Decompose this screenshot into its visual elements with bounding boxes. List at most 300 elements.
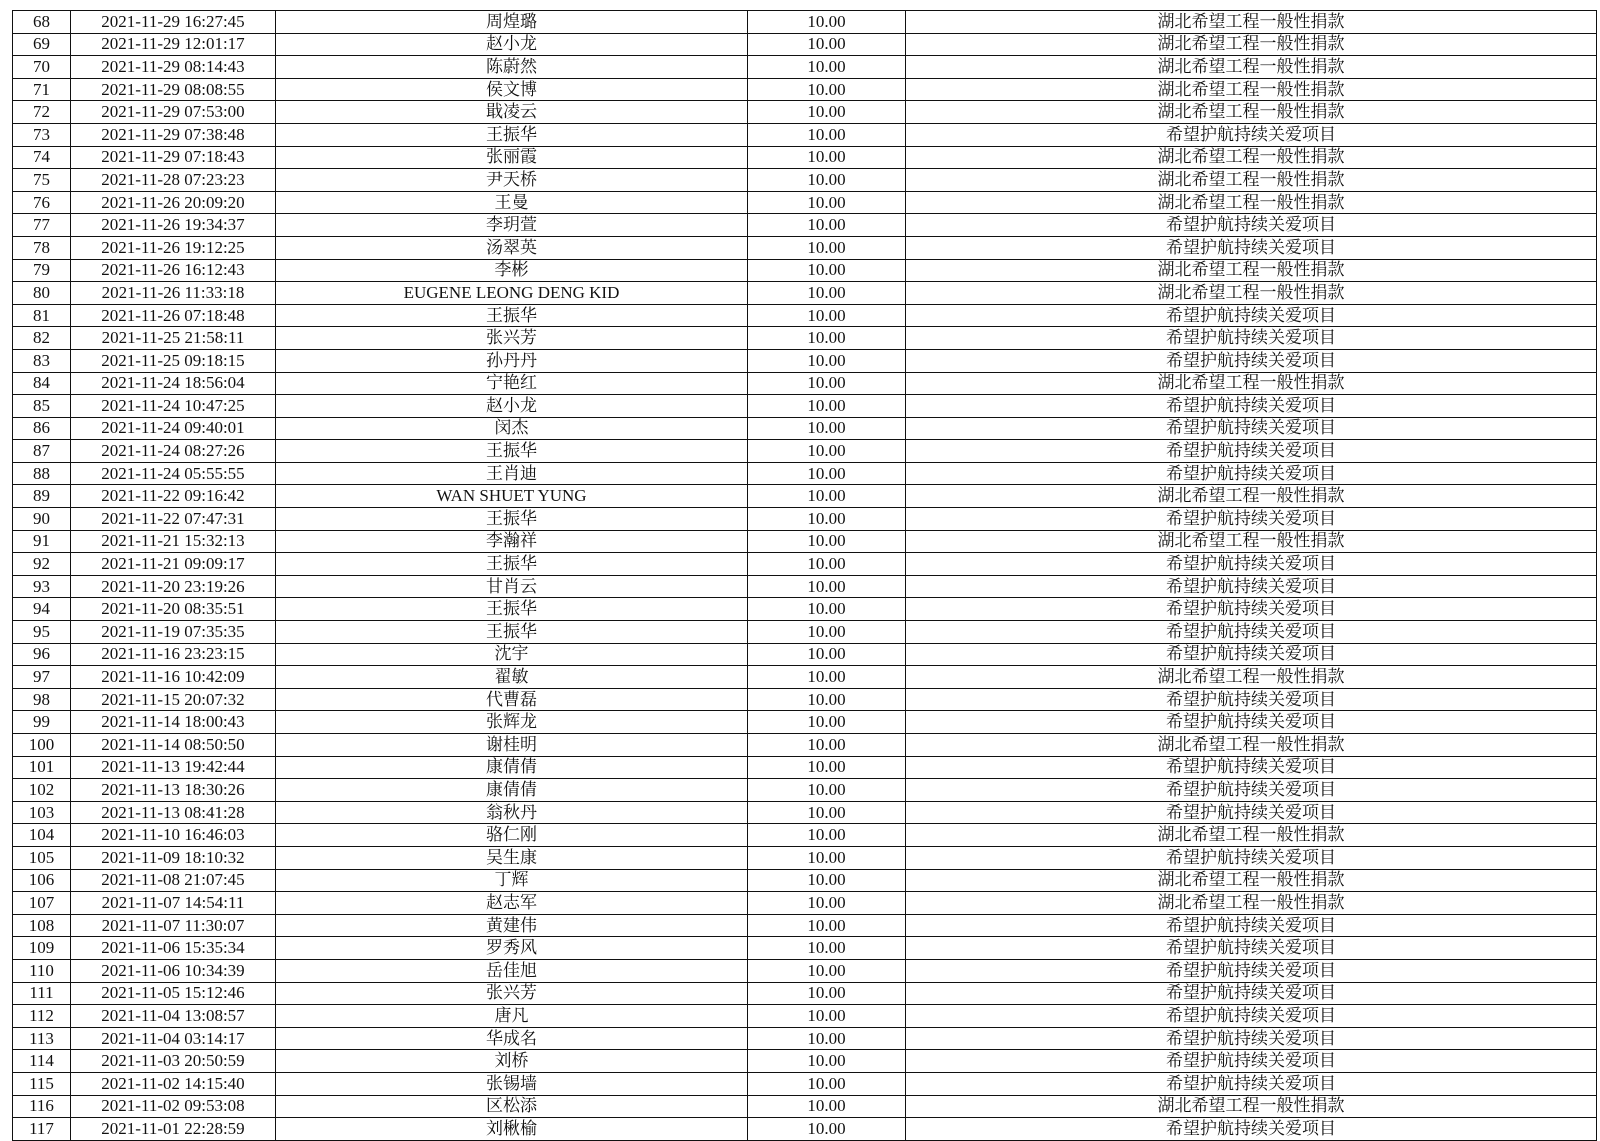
- donation-amount-cell: 10.00: [748, 756, 906, 779]
- donation-project-cell: 希望护航持续关爱项目: [906, 1072, 1597, 1095]
- donation-amount-cell: 10.00: [748, 914, 906, 937]
- donation-time-cell: 2021-11-26 11:33:18: [71, 282, 276, 305]
- row-number-cell: 75: [13, 169, 71, 192]
- donation-time-cell: 2021-11-20 08:35:51: [71, 598, 276, 621]
- donation-amount-cell: 10.00: [748, 417, 906, 440]
- row-number-cell: 78: [13, 236, 71, 259]
- table-row: [13, 869, 1597, 892]
- table-row: [13, 78, 1597, 101]
- donor-name-cell: 戢凌云: [276, 101, 748, 124]
- row-number-cell: 83: [13, 349, 71, 372]
- donation-amount-cell: 10.00: [748, 78, 906, 101]
- donation-time-cell: 2021-11-24 10:47:25: [71, 395, 276, 418]
- donation-time-cell: 2021-11-25 09:18:15: [71, 349, 276, 372]
- row-number-cell: 116: [13, 1095, 71, 1118]
- row-number-cell: 93: [13, 575, 71, 598]
- donation-time-cell: 2021-11-21 09:09:17: [71, 553, 276, 576]
- donation-project-cell: 湖北希望工程一般性捐款: [906, 11, 1597, 34]
- row-number-cell: 84: [13, 372, 71, 395]
- donor-name-cell: 尹天桥: [276, 169, 748, 192]
- donation-project-cell: 希望护航持续关爱项目: [906, 236, 1597, 259]
- row-number-cell: 90: [13, 508, 71, 531]
- donation-project-cell: 希望护航持续关爱项目: [906, 914, 1597, 937]
- table-row: [13, 779, 1597, 802]
- table-row: [13, 349, 1597, 372]
- table-row: [13, 56, 1597, 79]
- donation-project-cell: 湖北希望工程一般性捐款: [906, 485, 1597, 508]
- donor-name-cell: 张兴芳: [276, 982, 748, 1005]
- donor-name-cell: EUGENE LEONG DENG KID: [276, 282, 748, 305]
- donation-project-cell: 希望护航持续关爱项目: [906, 1027, 1597, 1050]
- table-row: [13, 959, 1597, 982]
- table-row: [13, 282, 1597, 305]
- donation-time-cell: 2021-11-02 14:15:40: [71, 1072, 276, 1095]
- table-row: [13, 146, 1597, 169]
- donation-time-cell: 2021-11-14 18:00:43: [71, 711, 276, 734]
- table-row: [13, 643, 1597, 666]
- donation-project-cell: 湖北希望工程一般性捐款: [906, 372, 1597, 395]
- table-row: [13, 508, 1597, 531]
- row-number-cell: 72: [13, 101, 71, 124]
- donor-name-cell: 吴生康: [276, 846, 748, 869]
- row-number-cell: 108: [13, 914, 71, 937]
- row-number-cell: 104: [13, 824, 71, 847]
- donation-amount-cell: 10.00: [748, 1072, 906, 1095]
- donor-name-cell: 黄建伟: [276, 914, 748, 937]
- table-row: [13, 711, 1597, 734]
- donation-project-cell: 希望护航持续关爱项目: [906, 801, 1597, 824]
- donor-name-cell: 沈宇: [276, 643, 748, 666]
- donor-name-cell: 陈蔚然: [276, 56, 748, 79]
- row-number-cell: 107: [13, 892, 71, 915]
- row-number-cell: 115: [13, 1072, 71, 1095]
- table-row: [13, 259, 1597, 282]
- donation-amount-cell: 10.00: [748, 553, 906, 576]
- donation-project-cell: 希望护航持续关爱项目: [906, 1118, 1597, 1141]
- table-row: [13, 191, 1597, 214]
- donation-project-cell: 希望护航持续关爱项目: [906, 395, 1597, 418]
- row-number-cell: 71: [13, 78, 71, 101]
- donation-project-cell: 希望护航持续关爱项目: [906, 575, 1597, 598]
- table-row: [13, 11, 1597, 34]
- donation-amount-cell: 10.00: [748, 56, 906, 79]
- donation-amount-cell: 10.00: [748, 937, 906, 960]
- donation-time-cell: 2021-11-29 12:01:17: [71, 33, 276, 56]
- row-number-cell: 112: [13, 1005, 71, 1028]
- donor-name-cell: 王振华: [276, 304, 748, 327]
- donation-time-cell: 2021-11-22 07:47:31: [71, 508, 276, 531]
- row-number-cell: 106: [13, 869, 71, 892]
- donation-project-cell: 希望护航持续关爱项目: [906, 349, 1597, 372]
- donation-project-cell: 希望护航持续关爱项目: [906, 982, 1597, 1005]
- table-row: [13, 892, 1597, 915]
- donation-amount-cell: 10.00: [748, 440, 906, 463]
- donation-project-cell: 希望护航持续关爱项目: [906, 327, 1597, 350]
- donor-name-cell: 区松添: [276, 1095, 748, 1118]
- donor-name-cell: WAN SHUET YUNG: [276, 485, 748, 508]
- donation-amount-cell: 10.00: [748, 191, 906, 214]
- donation-time-cell: 2021-11-14 08:50:50: [71, 734, 276, 757]
- donor-name-cell: 赵小龙: [276, 395, 748, 418]
- table-row: [13, 236, 1597, 259]
- donor-name-cell: 康倩倩: [276, 756, 748, 779]
- donor-name-cell: 赵小龙: [276, 33, 748, 56]
- row-number-cell: 97: [13, 666, 71, 689]
- donor-name-cell: 华成名: [276, 1027, 748, 1050]
- donor-name-cell: 唐凡: [276, 1005, 748, 1028]
- row-number-cell: 74: [13, 146, 71, 169]
- table-row: [13, 123, 1597, 146]
- donation-project-cell: 湖北希望工程一般性捐款: [906, 1095, 1597, 1118]
- donation-time-cell: 2021-11-16 10:42:09: [71, 666, 276, 689]
- donor-name-cell: 谢桂明: [276, 734, 748, 757]
- donation-table-body: [13, 11, 1597, 1141]
- donation-project-cell: 湖北希望工程一般性捐款: [906, 530, 1597, 553]
- donor-name-cell: 张辉龙: [276, 711, 748, 734]
- donor-name-cell: 王振华: [276, 553, 748, 576]
- donation-time-cell: 2021-11-20 23:19:26: [71, 575, 276, 598]
- donation-time-cell: 2021-11-05 15:12:46: [71, 982, 276, 1005]
- donation-time-cell: 2021-11-29 07:18:43: [71, 146, 276, 169]
- donation-time-cell: 2021-11-29 07:53:00: [71, 101, 276, 124]
- table-row: [13, 304, 1597, 327]
- donation-amount-cell: 10.00: [748, 1118, 906, 1141]
- donation-amount-cell: 10.00: [748, 688, 906, 711]
- donation-amount-cell: 10.00: [748, 327, 906, 350]
- table-row: [13, 553, 1597, 576]
- row-number-cell: 100: [13, 734, 71, 757]
- donation-amount-cell: 10.00: [748, 643, 906, 666]
- donation-amount-cell: 10.00: [748, 530, 906, 553]
- row-number-cell: 113: [13, 1027, 71, 1050]
- row-number-cell: 92: [13, 553, 71, 576]
- donation-time-cell: 2021-11-26 19:34:37: [71, 214, 276, 237]
- row-number-cell: 103: [13, 801, 71, 824]
- donation-amount-cell: 10.00: [748, 1027, 906, 1050]
- donation-amount-cell: 10.00: [748, 395, 906, 418]
- donation-time-cell: 2021-11-02 09:53:08: [71, 1095, 276, 1118]
- donation-project-cell: 希望护航持续关爱项目: [906, 959, 1597, 982]
- donor-name-cell: 王振华: [276, 123, 748, 146]
- donation-amount-cell: 10.00: [748, 462, 906, 485]
- donor-name-cell: 闵杰: [276, 417, 748, 440]
- donation-amount-cell: 10.00: [748, 982, 906, 1005]
- donor-name-cell: 王肖迪: [276, 462, 748, 485]
- row-number-cell: 111: [13, 982, 71, 1005]
- row-number-cell: 101: [13, 756, 71, 779]
- donation-time-cell: 2021-11-01 22:28:59: [71, 1118, 276, 1141]
- donation-time-cell: 2021-11-04 13:08:57: [71, 1005, 276, 1028]
- row-number-cell: 69: [13, 33, 71, 56]
- donor-name-cell: 孙丹丹: [276, 349, 748, 372]
- donor-name-cell: 王振华: [276, 508, 748, 531]
- row-number-cell: 91: [13, 530, 71, 553]
- donation-time-cell: 2021-11-13 08:41:28: [71, 801, 276, 824]
- donor-name-cell: 侯文博: [276, 78, 748, 101]
- donation-amount-cell: 10.00: [748, 123, 906, 146]
- donor-name-cell: 李瀚祥: [276, 530, 748, 553]
- donation-project-cell: 希望护航持续关爱项目: [906, 1005, 1597, 1028]
- donation-project-cell: 希望护航持续关爱项目: [906, 214, 1597, 237]
- row-number-cell: 102: [13, 779, 71, 802]
- row-number-cell: 77: [13, 214, 71, 237]
- donation-amount-cell: 10.00: [748, 101, 906, 124]
- donor-name-cell: 刘桥: [276, 1050, 748, 1073]
- donation-project-cell: 湖北希望工程一般性捐款: [906, 191, 1597, 214]
- donation-time-cell: 2021-11-29 08:08:55: [71, 78, 276, 101]
- donation-amount-cell: 10.00: [748, 282, 906, 305]
- donation-amount-cell: 10.00: [748, 169, 906, 192]
- table-row: [13, 621, 1597, 644]
- donation-amount-cell: 10.00: [748, 1005, 906, 1028]
- donor-name-cell: 刘楸榆: [276, 1118, 748, 1141]
- donation-amount-cell: 10.00: [748, 824, 906, 847]
- row-number-cell: 96: [13, 643, 71, 666]
- donation-amount-cell: 10.00: [748, 621, 906, 644]
- donation-time-cell: 2021-11-16 23:23:15: [71, 643, 276, 666]
- row-number-cell: 70: [13, 56, 71, 79]
- row-number-cell: 76: [13, 191, 71, 214]
- table-row: [13, 756, 1597, 779]
- donation-amount-cell: 10.00: [748, 372, 906, 395]
- donor-name-cell: 王振华: [276, 621, 748, 644]
- donation-project-cell: 湖北希望工程一般性捐款: [906, 78, 1597, 101]
- donation-time-cell: 2021-11-28 07:23:23: [71, 169, 276, 192]
- donation-time-cell: 2021-11-13 19:42:44: [71, 756, 276, 779]
- donation-project-cell: 湖北希望工程一般性捐款: [906, 146, 1597, 169]
- donation-amount-cell: 10.00: [748, 598, 906, 621]
- donation-time-cell: 2021-11-24 09:40:01: [71, 417, 276, 440]
- row-number-cell: 85: [13, 395, 71, 418]
- donation-time-cell: 2021-11-06 10:34:39: [71, 959, 276, 982]
- donation-project-cell: 希望护航持续关爱项目: [906, 643, 1597, 666]
- row-number-cell: 89: [13, 485, 71, 508]
- donation-time-cell: 2021-11-07 11:30:07: [71, 914, 276, 937]
- table-row: [13, 1005, 1597, 1028]
- donation-project-cell: 湖北希望工程一般性捐款: [906, 869, 1597, 892]
- table-row: [13, 666, 1597, 689]
- row-number-cell: 88: [13, 462, 71, 485]
- donor-name-cell: 翁秋丹: [276, 801, 748, 824]
- donation-amount-cell: 10.00: [748, 349, 906, 372]
- donor-name-cell: 甘肖云: [276, 575, 748, 598]
- donation-time-cell: 2021-11-07 14:54:11: [71, 892, 276, 915]
- table-row: [13, 101, 1597, 124]
- donation-time-cell: 2021-11-24 05:55:55: [71, 462, 276, 485]
- table-row: [13, 914, 1597, 937]
- donor-name-cell: 张兴芳: [276, 327, 748, 350]
- table-row: [13, 395, 1597, 418]
- table-row: [13, 937, 1597, 960]
- table-row: [13, 824, 1597, 847]
- table-row: [13, 485, 1597, 508]
- donor-name-cell: 丁辉: [276, 869, 748, 892]
- donor-name-cell: 骆仁刚: [276, 824, 748, 847]
- donor-name-cell: 宁艳红: [276, 372, 748, 395]
- donor-name-cell: 王振华: [276, 598, 748, 621]
- donation-time-cell: 2021-11-15 20:07:32: [71, 688, 276, 711]
- donor-name-cell: 赵志军: [276, 892, 748, 915]
- table-row: [13, 575, 1597, 598]
- table-row: [13, 440, 1597, 463]
- donation-time-cell: 2021-11-13 18:30:26: [71, 779, 276, 802]
- donation-project-cell: 希望护航持续关爱项目: [906, 846, 1597, 869]
- table-row: [13, 372, 1597, 395]
- row-number-cell: 80: [13, 282, 71, 305]
- table-row: [13, 801, 1597, 824]
- table-row: [13, 33, 1597, 56]
- donation-amount-cell: 10.00: [748, 11, 906, 34]
- donation-time-cell: 2021-11-21 15:32:13: [71, 530, 276, 553]
- table-row: [13, 1050, 1597, 1073]
- donation-project-cell: 湖北希望工程一般性捐款: [906, 259, 1597, 282]
- donation-project-cell: 湖北希望工程一般性捐款: [906, 33, 1597, 56]
- row-number-cell: 86: [13, 417, 71, 440]
- donation-project-cell: 希望护航持续关爱项目: [906, 440, 1597, 463]
- table-row: [13, 417, 1597, 440]
- donation-table: [12, 10, 1597, 1141]
- donation-project-cell: 湖北希望工程一般性捐款: [906, 169, 1597, 192]
- donation-time-cell: 2021-11-29 07:38:48: [71, 123, 276, 146]
- donation-project-cell: 希望护航持续关爱项目: [906, 508, 1597, 531]
- donation-project-cell: 希望护航持续关爱项目: [906, 417, 1597, 440]
- donor-name-cell: 王振华: [276, 440, 748, 463]
- table-row: [13, 598, 1597, 621]
- row-number-cell: 81: [13, 304, 71, 327]
- donation-project-cell: 希望护航持续关爱项目: [906, 779, 1597, 802]
- donation-amount-cell: 10.00: [748, 801, 906, 824]
- donation-time-cell: 2021-11-29 16:27:45: [71, 11, 276, 34]
- row-number-cell: 99: [13, 711, 71, 734]
- row-number-cell: 79: [13, 259, 71, 282]
- table-row: [13, 1118, 1597, 1141]
- donation-project-cell: 希望护航持续关爱项目: [906, 123, 1597, 146]
- donation-amount-cell: 10.00: [748, 575, 906, 598]
- donation-time-cell: 2021-11-29 08:14:43: [71, 56, 276, 79]
- donation-project-cell: 希望护航持续关爱项目: [906, 598, 1597, 621]
- donation-time-cell: 2021-11-08 21:07:45: [71, 869, 276, 892]
- donation-amount-cell: 10.00: [748, 1095, 906, 1118]
- donation-project-cell: 湖北希望工程一般性捐款: [906, 101, 1597, 124]
- donation-amount-cell: 10.00: [748, 711, 906, 734]
- row-number-cell: 117: [13, 1118, 71, 1141]
- row-number-cell: 82: [13, 327, 71, 350]
- donation-time-cell: 2021-11-22 09:16:42: [71, 485, 276, 508]
- table-row: [13, 846, 1597, 869]
- donation-time-cell: 2021-11-24 08:27:26: [71, 440, 276, 463]
- donation-time-cell: 2021-11-25 21:58:11: [71, 327, 276, 350]
- donation-project-cell: 湖北希望工程一般性捐款: [906, 282, 1597, 305]
- row-number-cell: 114: [13, 1050, 71, 1073]
- donation-time-cell: 2021-11-10 16:46:03: [71, 824, 276, 847]
- donation-amount-cell: 10.00: [748, 146, 906, 169]
- donor-name-cell: 周煌璐: [276, 11, 748, 34]
- donation-amount-cell: 10.00: [748, 959, 906, 982]
- donation-time-cell: 2021-11-09 18:10:32: [71, 846, 276, 869]
- donation-amount-cell: 10.00: [748, 485, 906, 508]
- table-row: [13, 327, 1597, 350]
- donation-time-cell: 2021-11-26 16:12:43: [71, 259, 276, 282]
- row-number-cell: 95: [13, 621, 71, 644]
- row-number-cell: 68: [13, 11, 71, 34]
- table-row: [13, 530, 1597, 553]
- row-number-cell: 87: [13, 440, 71, 463]
- table-row: [13, 1027, 1597, 1050]
- donation-project-cell: 湖北希望工程一般性捐款: [906, 56, 1597, 79]
- donation-project-cell: 希望护航持续关爱项目: [906, 937, 1597, 960]
- donation-time-cell: 2021-11-26 20:09:20: [71, 191, 276, 214]
- donor-name-cell: 翟敏: [276, 666, 748, 689]
- donor-name-cell: 张丽霞: [276, 146, 748, 169]
- donation-time-cell: 2021-11-26 07:18:48: [71, 304, 276, 327]
- donation-amount-cell: 10.00: [748, 304, 906, 327]
- donation-time-cell: 2021-11-19 07:35:35: [71, 621, 276, 644]
- donation-project-cell: 湖北希望工程一般性捐款: [906, 734, 1597, 757]
- donation-amount-cell: 10.00: [748, 508, 906, 531]
- table-row: [13, 1095, 1597, 1118]
- donation-amount-cell: 10.00: [748, 779, 906, 802]
- table-row: [13, 734, 1597, 757]
- donation-project-cell: 希望护航持续关爱项目: [906, 304, 1597, 327]
- donation-amount-cell: 10.00: [748, 236, 906, 259]
- donation-project-cell: 希望护航持续关爱项目: [906, 756, 1597, 779]
- donation-time-cell: 2021-11-03 20:50:59: [71, 1050, 276, 1073]
- table-row: [13, 214, 1597, 237]
- row-number-cell: 73: [13, 123, 71, 146]
- donor-name-cell: 王曼: [276, 191, 748, 214]
- donation-project-cell: 希望护航持续关爱项目: [906, 1050, 1597, 1073]
- donor-name-cell: 李彬: [276, 259, 748, 282]
- row-number-cell: 94: [13, 598, 71, 621]
- donation-project-cell: 希望护航持续关爱项目: [906, 711, 1597, 734]
- table-row: [13, 462, 1597, 485]
- row-number-cell: 109: [13, 937, 71, 960]
- row-number-cell: 98: [13, 688, 71, 711]
- donation-amount-cell: 10.00: [748, 214, 906, 237]
- donation-amount-cell: 10.00: [748, 892, 906, 915]
- donation-project-cell: 希望护航持续关爱项目: [906, 688, 1597, 711]
- donation-project-cell: 湖北希望工程一般性捐款: [906, 666, 1597, 689]
- donor-name-cell: 汤翠英: [276, 236, 748, 259]
- donation-amount-cell: 10.00: [748, 734, 906, 757]
- donation-sheet: [12, 10, 1596, 1141]
- table-row: [13, 688, 1597, 711]
- donation-amount-cell: 10.00: [748, 1050, 906, 1073]
- table-row: [13, 982, 1597, 1005]
- row-number-cell: 105: [13, 846, 71, 869]
- donation-amount-cell: 10.00: [748, 869, 906, 892]
- donation-amount-cell: 10.00: [748, 259, 906, 282]
- donation-project-cell: 希望护航持续关爱项目: [906, 621, 1597, 644]
- donation-project-cell: 湖北希望工程一般性捐款: [906, 892, 1597, 915]
- donor-name-cell: 李玥萱: [276, 214, 748, 237]
- donation-project-cell: 希望护航持续关爱项目: [906, 462, 1597, 485]
- donor-name-cell: 康倩倩: [276, 779, 748, 802]
- donor-name-cell: 罗秀风: [276, 937, 748, 960]
- table-row: [13, 169, 1597, 192]
- donation-time-cell: 2021-11-06 15:35:34: [71, 937, 276, 960]
- donor-name-cell: 岳佳旭: [276, 959, 748, 982]
- donor-name-cell: 代曹磊: [276, 688, 748, 711]
- table-row: [13, 1072, 1597, 1095]
- donation-time-cell: 2021-11-04 03:14:17: [71, 1027, 276, 1050]
- row-number-cell: 110: [13, 959, 71, 982]
- donation-amount-cell: 10.00: [748, 666, 906, 689]
- donation-amount-cell: 10.00: [748, 33, 906, 56]
- donation-time-cell: 2021-11-26 19:12:25: [71, 236, 276, 259]
- donation-project-cell: 希望护航持续关爱项目: [906, 553, 1597, 576]
- donation-project-cell: 湖北希望工程一般性捐款: [906, 824, 1597, 847]
